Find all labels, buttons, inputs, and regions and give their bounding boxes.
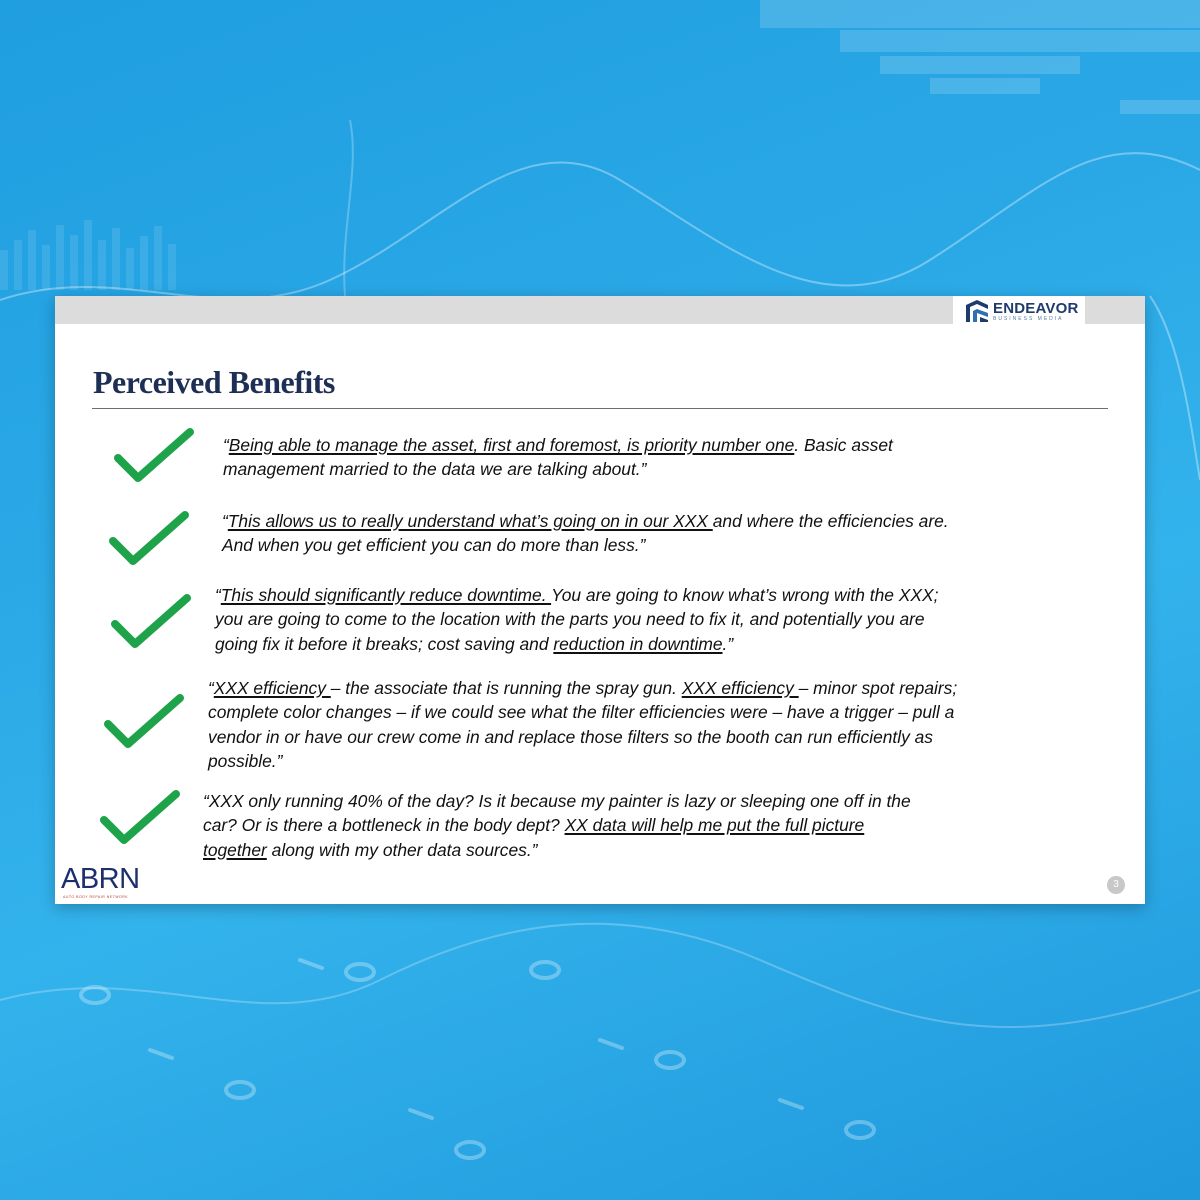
quote-text: management married to the data we are talking about.” (223, 459, 647, 480)
endeavor-logo-name: ENDEAVOR (993, 299, 1079, 317)
slide-title: Perceived Benefits (93, 364, 335, 400)
underlined-text: reduction in downtime (553, 633, 723, 654)
quote-line (215, 583, 938, 607)
quote-text: car? Or is there a bottleneck in the body dept? (203, 815, 565, 836)
quote-line (208, 749, 957, 773)
quote-text: going fix it before it breaks; cost saving and (215, 633, 554, 654)
title-divider (92, 408, 1108, 409)
quote-line (203, 789, 911, 813)
underlined-text: This allows us to really understand what’s going on in our XXX (227, 511, 713, 531)
quote-5 (203, 789, 911, 862)
abrn-logo (61, 864, 161, 899)
quote-4 (208, 676, 957, 773)
quote-text: – the associate that is running the spray gun. (330, 678, 682, 698)
quote-line (203, 813, 911, 837)
endeavor-logo-subtitle: BUSINESS MEDIA (993, 315, 1064, 322)
checkmark-icon (112, 426, 196, 486)
quote-text: And when you get efficient you can do more than less.” (222, 535, 646, 556)
quote-text: along with my other data sources.” (266, 839, 538, 860)
endeavor-logo (953, 296, 1085, 326)
underlined-text: Being able to manage the asset, first and foremost, is priority number one (228, 435, 795, 455)
quote-text: vendor in or have our crew come in and replace those filters so the booth can run efficiently as (208, 726, 934, 747)
quote-line (208, 725, 957, 749)
page-number: 3 (1107, 876, 1125, 894)
quote-text: . Basic asset (794, 435, 893, 455)
quote-text: .” (722, 633, 734, 654)
endeavor-mark-icon (963, 298, 991, 324)
quote-text: complete color changes – if we could see what the filter efficiencies were – have a trigger – pull a (208, 702, 955, 723)
quote-text: You are going to know what’s wrong with the XXX; (551, 585, 939, 605)
underlined-text: together (203, 839, 267, 860)
quote-2 (222, 509, 949, 558)
underlined-text: XXX efficiency (213, 678, 331, 698)
quote-line (208, 676, 957, 700)
quote-line (222, 533, 949, 557)
slide (55, 296, 1145, 904)
quote-line (223, 457, 893, 481)
underlined-text: XXX efficiency (681, 678, 799, 698)
quote-text: “ (208, 678, 214, 698)
checkmark-icon (109, 592, 193, 652)
checkmark-icon (107, 509, 191, 569)
quote-text: “ (222, 511, 228, 531)
quote-1 (223, 433, 893, 482)
quote-text: “ (215, 585, 221, 605)
abrn-logo-name: ABRN (61, 863, 140, 895)
quote-text: “ (223, 435, 229, 455)
quote-line (203, 838, 911, 862)
quote-text: and where the efficiencies are. (712, 511, 949, 531)
checkmark-icon (98, 788, 182, 848)
quote-3 (215, 583, 938, 656)
quote-text: you are going to come to the location with the parts you need to fix it, and potentially you are (215, 609, 925, 630)
quote-line (222, 509, 949, 533)
quote-line (215, 607, 938, 631)
quote-text: – minor spot repairs; (798, 678, 958, 698)
quote-text: “XXX only running 40% of the day? Is it because my painter is lazy or sleeping one off in the (203, 791, 911, 811)
abrn-logo-tagline: AUTO BODY REPAIR NETWORK (63, 895, 129, 899)
quote-line (208, 700, 957, 724)
quote-line (215, 632, 938, 656)
underlined-text: This should significantly reduce downtime. (220, 585, 552, 605)
quote-text: possible.” (208, 750, 283, 771)
quote-line (223, 433, 893, 457)
checkmark-icon (102, 692, 186, 752)
underlined-text: XX data will help me put the full picture (564, 815, 865, 836)
